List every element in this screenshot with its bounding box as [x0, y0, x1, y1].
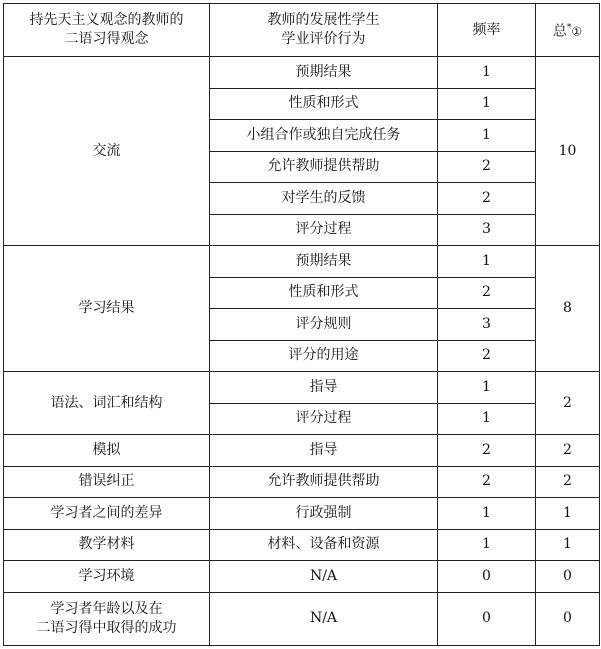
behavior-cell: 性质和形式	[210, 277, 438, 309]
behavior-cell: 材料、设备和资源	[210, 529, 438, 561]
behavior-cell: 允许教师提供帮助	[210, 466, 438, 498]
total-cell: 2	[536, 372, 600, 435]
behavior-cell: 允许教师提供帮助	[210, 151, 438, 183]
assessment-table	[3, 3, 600, 646]
header-behavior-line1: 教师的发展性学生	[267, 12, 380, 28]
behavior-cell: 指导	[210, 372, 438, 404]
concept-cell	[4, 592, 210, 645]
header-concept-line1: 持先天主义观念的教师的	[29, 12, 184, 28]
behavior-cell: 指导	[210, 435, 438, 467]
concept-cell: 语法、词汇和结构	[4, 372, 210, 435]
frequency-cell: 1	[438, 57, 536, 89]
table-row	[4, 372, 600, 404]
total-cell: 1	[536, 498, 600, 530]
total-cell: 0	[536, 592, 600, 645]
behavior-cell: 预期结果	[210, 57, 438, 89]
concept-line1: 学习者年龄以及在	[50, 600, 163, 617]
frequency-cell: 1	[438, 372, 536, 404]
behavior-cell: 评分规则	[210, 309, 438, 341]
behavior-cell: N/A	[210, 561, 438, 593]
behavior-cell: 评分过程	[210, 403, 438, 435]
total-cell: 10	[536, 57, 600, 246]
header-concept	[4, 4, 210, 57]
total-cell: 8	[536, 246, 600, 372]
header-total-asterisk: *	[566, 22, 572, 33]
header-behavior	[210, 4, 438, 57]
frequency-cell: 1	[438, 529, 536, 561]
frequency-cell: 1	[438, 403, 536, 435]
table-row	[4, 466, 600, 498]
behavior-cell: 性质和形式	[210, 88, 438, 120]
behavior-cell: 对学生的反馈	[210, 183, 438, 215]
frequency-cell: 3	[438, 214, 536, 246]
header-total-label: 总	[552, 23, 567, 40]
concept-line2: 二语习得中取得的成功	[36, 619, 177, 636]
table-row	[4, 57, 600, 89]
concept-cell: 学习结果	[4, 246, 210, 372]
frequency-cell: 0	[438, 561, 536, 593]
total-cell: 0	[536, 561, 600, 593]
table-row	[4, 498, 600, 530]
frequency-cell: 2	[438, 183, 536, 215]
header-total-footnote: ①	[571, 24, 583, 39]
frequency-cell: 2	[438, 435, 536, 467]
header-frequency: 频率	[438, 4, 536, 57]
behavior-cell: 行政强制	[210, 498, 438, 530]
table-row	[4, 592, 600, 645]
total-cell: 2	[536, 435, 600, 467]
concept-cell: 学习环境	[4, 561, 210, 593]
concept-cell: 模拟	[4, 435, 210, 467]
header-total	[536, 4, 600, 57]
behavior-cell: N/A	[210, 592, 438, 645]
frequency-cell: 3	[438, 309, 536, 341]
behavior-cell: 预期结果	[210, 246, 438, 278]
concept-cell: 学习者之间的差异	[4, 498, 210, 530]
concept-cell: 交流	[4, 57, 210, 246]
frequency-cell: 1	[438, 120, 536, 152]
frequency-cell: 2	[438, 151, 536, 183]
concept-cell: 错误纠正	[4, 466, 210, 498]
frequency-cell: 1	[438, 246, 536, 278]
frequency-cell: 1	[438, 498, 536, 530]
table-row	[4, 435, 600, 467]
frequency-cell: 1	[438, 88, 536, 120]
behavior-cell: 评分过程	[210, 214, 438, 246]
table-header-row	[4, 4, 600, 57]
behavior-cell: 小组合作或独自完成任务	[210, 120, 438, 152]
behavior-cell: 评分的用途	[210, 340, 438, 372]
header-behavior-line2: 学业评价行为	[281, 31, 366, 47]
total-cell: 1	[536, 529, 600, 561]
total-cell: 2	[536, 466, 600, 498]
frequency-cell: 2	[438, 277, 536, 309]
table-row	[4, 246, 600, 278]
frequency-cell: 2	[438, 466, 536, 498]
frequency-cell: 0	[438, 592, 536, 645]
concept-cell: 教学材料	[4, 529, 210, 561]
frequency-cell: 2	[438, 340, 536, 372]
table-row	[4, 529, 600, 561]
table-row	[4, 561, 600, 593]
header-concept-line2: 二语习得观念	[64, 31, 149, 47]
